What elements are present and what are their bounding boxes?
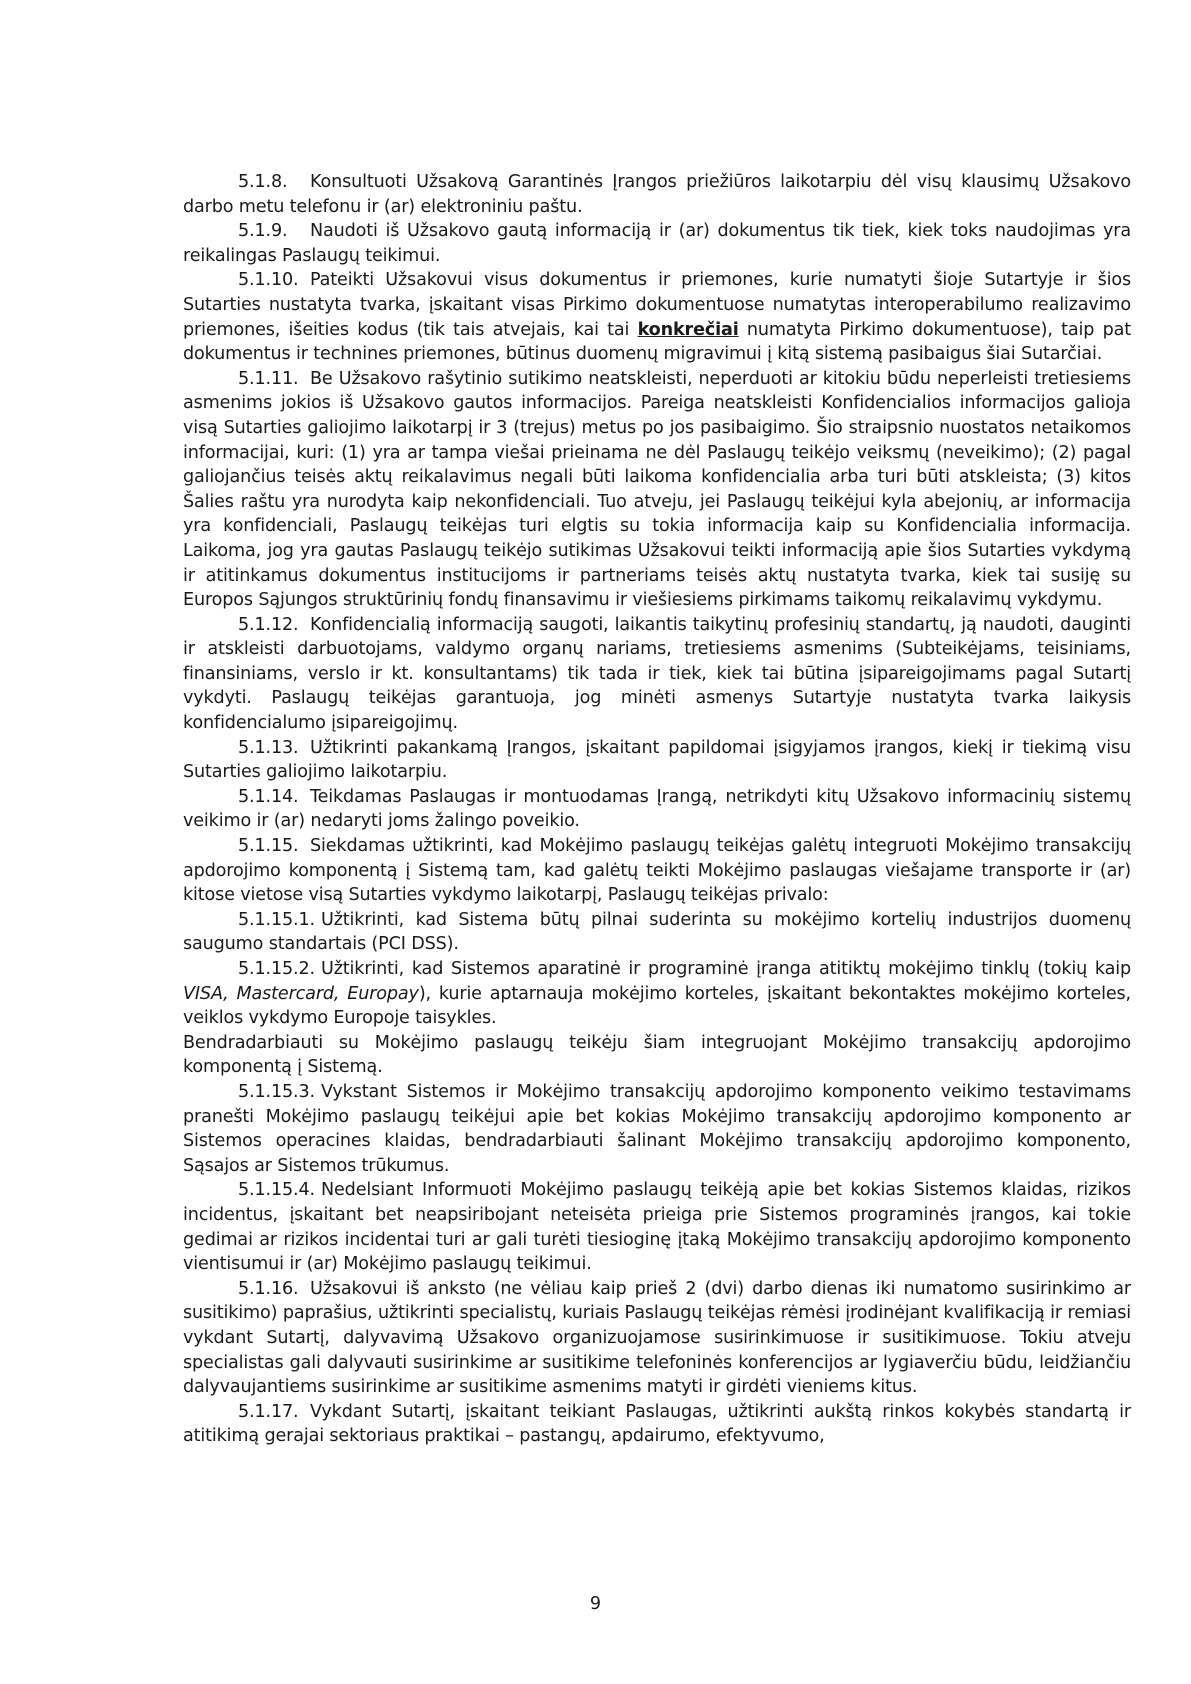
- clause-text: Užtikrinti, kad Sistemos aparatinė ir programinė įranga atitiktų mokėjimo tinklų (tokių kaip: [321, 959, 1131, 979]
- clause-number: 5.1.15.1.: [238, 909, 315, 930]
- clause-unnumbered-cooperation: [183, 1031, 1131, 1080]
- clause-number: 5.1.14.: [238, 786, 299, 807]
- clause-5-1-14: [183, 785, 1131, 834]
- emphasis-text: konkrečiai: [637, 319, 739, 340]
- clause-5-1-16: [183, 1277, 1131, 1400]
- clause-text: Užtikrinti, kad Sistema būtų pilnai suderinta su mokėjimo kortelių industrijos duomenų saugumo standartais (PCI DSS).: [183, 909, 1131, 955]
- clause-number: 5.1.15.: [238, 836, 299, 857]
- clause-number: 5.1.16.: [238, 1278, 299, 1299]
- clause-text: Vykdant Sutartį, įskaitant teikiant Paslaugas, užtikrinti aukštą rinkos kokybės standartą ir atitikimą gerajai sektoriaus praktikai – pastangų, apdairumo, efektyvumo,: [183, 1401, 1131, 1447]
- clause-number: 5.1.15.3.: [238, 1081, 315, 1102]
- clause-text: Vykstant Sistemos ir Mokėjimo transakcijų apdorojimo komponento veikimo testavimams pranešti Mokėjimo paslaugų teikėjui apie bet kokias Mokėjimo transakcijų apdorojimo komponento ar Sistemos operacines klaidas, bendradarbiauti šalinant Mokėjimo transakcijų apdorojimo komponento, Sąsajos ar Sistemos trūkumus.: [183, 1081, 1131, 1176]
- clause-text: Pateikti Užsakovui visus dokumentus ir priemones, kurie numatyti šioje Sutartyje ir šios Sutarties nustatyta tvarka, įskaitant visas Pirkimo dokumentuose numatytas interoperabilumo realizavimo priemones, išeities kodus (tik tais atvejais, kai tai: [183, 270, 1131, 340]
- clause-text: Konfidencialią informaciją saugoti, laikantis taikytinų profesinių standartų, ją naudoti, dauginti ir atskleisti darbuotojams, valdymo organų nariams, tretiesiems asmenims (Subteikėjams, teisiniams, finansiniams, verslo ir kt. konsultantams) tik tada ir tiek, kiek tai būtina įsipareigojimams pagal Sutartį vykdyti. Paslaugų teikėjas garantuoja, jog minėti asmenys Sutartyje nustatyta tvarka laikysis konfidencialumo įsipareigojimų.: [183, 614, 1131, 734]
- clause-number: 5.1.9.: [238, 221, 288, 242]
- clause-number: 5.1.15.4.: [238, 1180, 315, 1201]
- document-body: [183, 170, 1131, 1449]
- clause-text-continued: numatyta Pirkimo dokumentuose), taip pat dokumentus ir technines priemones, būtinus duomenų migravimui į kitą sistemą pasibaigus šiai Sutarčiai.: [183, 319, 1131, 365]
- clause-5-1-15-2: [183, 957, 1131, 1031]
- clause-text: Užtikrinti pakankamą Įrangos, įskaitant papildomai įsigyjamos įrangos, kiekį ir tiekimą visu Sutarties galiojimo laikotarpiu.: [183, 737, 1131, 783]
- clause-number: 5.1.11.: [238, 368, 299, 389]
- clause-text: Siekdamas užtikrinti, kad Mokėjimo paslaugų teikėjas galėtų integruoti Mokėjimo transakcijų apdorojimo komponentą į Sistemą tam, kad galėtų teikti Mokėjimo paslaugas viešajame transporte ir (ar) kitose vietose visą Sutarties vykdymo laikotarpį, Paslaugų teikėjas privalo:: [183, 836, 1131, 906]
- clause-text: Teikdamas Paslaugas ir montuodamas Įrangą, netrikdyti kitų Užsakovo informacinių sistemų veikimo ir (ar) nedaryti joms žalingo poveikio.: [183, 786, 1131, 832]
- emphasis-text: VISA, Mastercard, Europay: [183, 983, 419, 1004]
- clause-5-1-10: [183, 268, 1131, 366]
- clause-number: 5.1.8.: [238, 172, 288, 192]
- clause-number: 5.1.17.: [238, 1401, 299, 1422]
- clause-text: Be Užsakovo rašytinio sutikimo neatskleisti, neperduoti ar kitokiu būdu neperleisti tretiesiems asmenims jokios iš Užsakovo gautos informacijos. Pareiga neatskleisti Konfidencialios informacijos galioja visą Sutarties galiojimo laikotarpį ir 3 (trejus) metus po jos pasibaigimo. Šio straipsnio nuostatos netaikomos informacijai, kuri: (1) yra ar tampa viešai prieinama ne dėl Paslaugų teikėjo veiksmų (neveikimo); (2) pagal galiojančius teisės aktų reikalavimus negali būti laikoma konfidencialia arba turi būti atskleista; (3) kitos Šalies raštu yra nurodyta kaip nekonfidenciali. Tuo atveju, jei Paslaugų teikėjui kyla abejonių, ar informacija yra konfidenciali, Paslaugų teikėjas turi elgtis su tokia informacija kaip su Konfidencialia informacija. Laikoma, jog yra gautas Paslaugų teikėjo sutikimas Užsakovui teikti informaciją apie šios Sutarties vykdymą ir atitinkamus dokumentus institucijoms ir partneriams teisės aktų nustatyta tvarka, kiek tai susiję su Europos Sąjungos struktūrinių fondų finansavimu ir viešiesiems pirkimams taikomų reikalavimų vykdymu.: [183, 368, 1131, 611]
- clause-text: Užsakovui iš anksto (ne vėliau kaip prieš 2 (dvi) darbo dienas iki numatomo susirinkimo ar susitikimo) paprašius, užtikrinti specialistų, kuriais Paslaugų teikėjas rėmėsi įrodinėjant kvalifikaciją ir remiasi vykdant Sutartį, dalyvavimą Užsakovo organizuojamose susirinkimuose ir susitikimuose. Tokiu atveju specialistas gali dalyvauti susirinkime ar susitikime telefoninės konferencijos ar lygiaverčiu būdu, leidžiančiu dalyvaujantiems susirinkime ar susitikime asmenims matyti ir girdėti vieniems kitus.: [183, 1278, 1131, 1398]
- clause-5-1-12: [183, 613, 1131, 736]
- clause-text: Konsultuoti Užsakovą Garantinės Įrangos priežiūros laikotarpiu dėl visų klausimų Užsakovo darbo metu telefonu ir (ar) elektroniniu paštu.: [183, 172, 1131, 217]
- clause-text: Nedelsiant Informuoti Mokėjimo paslaugų teikėją apie bet kokias Sistemos klaidas, rizikos incidentus, įskaitant bet neapsiribojant neteisėta prieiga prie Sistemos programinės įrangos, kai tokie gedimai ar rizikos incidentai turi ar gali turėti tiesioginę įtaką Mokėjimo transakcijų apdorojimo komponento vientisumui ir (ar) Mokėjimo paslaugų teikimui.: [183, 1180, 1131, 1275]
- clause-text: Naudoti iš Užsakovo gautą informaciją ir (ar) dokumentus tik tiek, kiek toks naudojimas yra reikalingas Paslaugų teikimui.: [183, 221, 1131, 266]
- clause-5-1-11: [183, 367, 1131, 613]
- clause-number: 5.1.15.2.: [238, 959, 315, 979]
- clause-5-1-8: [183, 170, 1131, 219]
- clause-5-1-15-4: [183, 1178, 1131, 1276]
- clause-5-1-15-3: [183, 1080, 1131, 1178]
- clause-5-1-17: [183, 1400, 1131, 1449]
- page-number: 9: [589, 1594, 602, 1614]
- clause-5-1-15-1: [183, 908, 1131, 957]
- clause-number: 5.1.13.: [238, 737, 299, 758]
- clause-5-1-9: [183, 219, 1131, 268]
- clause-text: Bendradarbiauti su Mokėjimo paslaugų teikėju šiam integruojant Mokėjimo transakcijų apdorojimo komponentą į Sistemą.: [183, 1032, 1131, 1078]
- clause-text-continued: ), kurie aptarnauja mokėjimo korteles, įskaitant bekontaktes mokėjimo korteles, veiklos vykdymo Europoje taisykles.: [183, 983, 1131, 1029]
- clause-number: 5.1.10.: [238, 270, 299, 291]
- clause-5-1-15: [183, 834, 1131, 908]
- clause-5-1-13: [183, 736, 1131, 785]
- clause-number: 5.1.12.: [238, 614, 299, 635]
